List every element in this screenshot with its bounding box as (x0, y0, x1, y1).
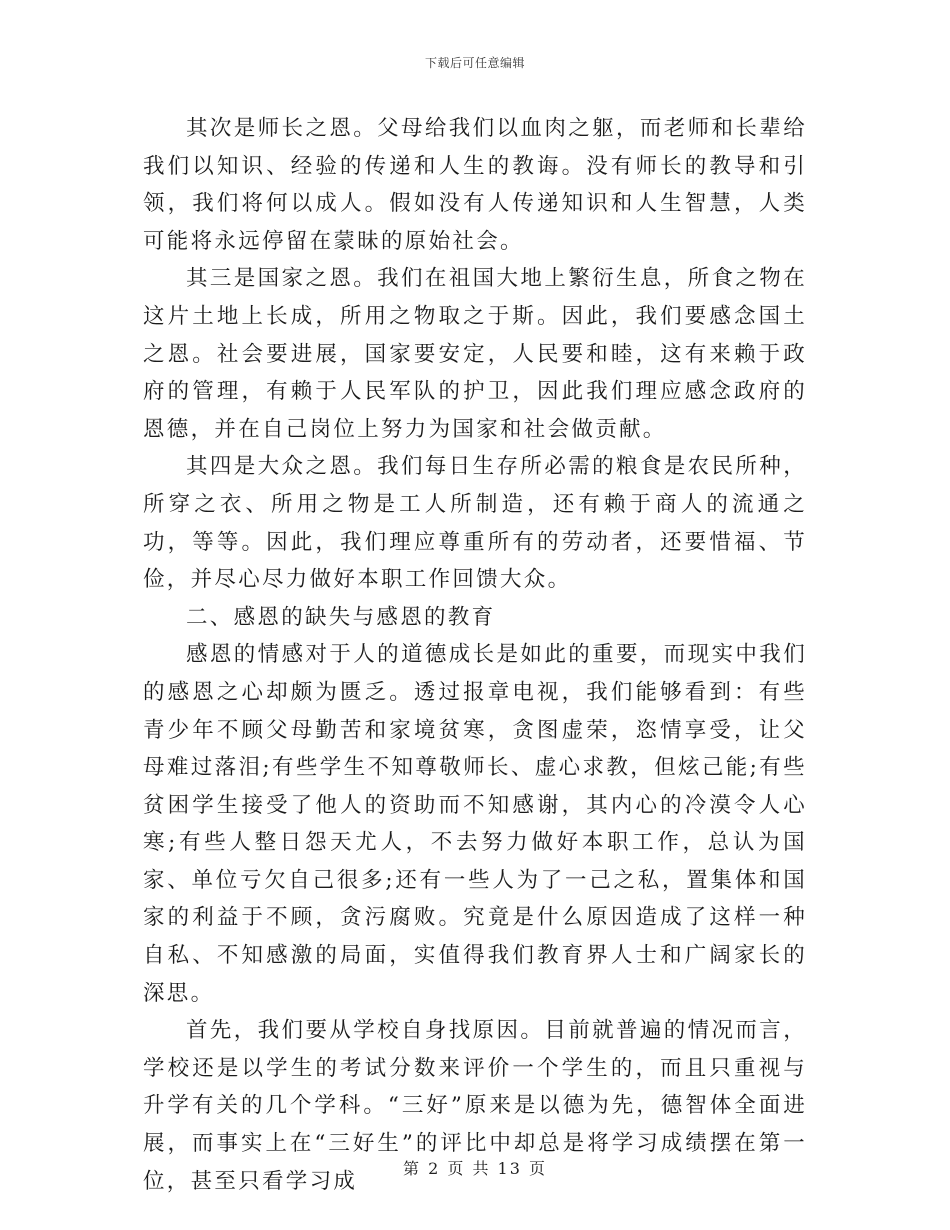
page-number: 第 2 页 共 13 页 (403, 1159, 547, 1178)
page-header-note: 下载后可任意编辑 (424, 56, 525, 70)
paragraph-teachers-grace: 其次是师长之恩。父母给我们以血肉之躯，而老师和长辈给我们以知识、经验的传递和人生的教诲。没有师长的教导和引领，我们将何以成人。假如没有人传递知识和人生智慧，人类可能将永远停留在蒙昧的原始社会。 (143, 116, 807, 254)
paragraph-lack-of-gratitude: 感恩的情感对于人的道德成长是如此的重要，而现实中我们的感恩之心却颇为匮乏。透过报章电视，我们能够看到：有些青少年不顾父母勤苦和家境贫寒，贪图虚荣，恣情享受，让父母难过落泪;有些学生不知尊敬师长、虚心求教，但炫己能;有些贫困学生接受了他人的资助而不知感谢，其内心的冷漠令人心寒;有些人整日怨天尤人，不去努力做好本职工作，总认为国家、单位亏欠自己很多;还有一些人为了一己之私，置集体和国家的利益于不顾，贪污腐败。究竟是什么原因造成了这样一种自私、不知感激的局面，实值得我们教育界人士和广阔家长的深思。 (143, 642, 807, 1006)
section-heading: 二、感恩的缺失与感恩的教育 (186, 604, 496, 630)
paragraph-country-grace: 其三是国家之恩。我们在祖国大地上繁衍生息，所食之物在这片土地上长成，所用之物取之于斯。因此，我们要感念国土之恩。社会要进展，国家要安定，人民要和睦，这有来赖于政府的管理，有赖于人民军队的护卫，因此我们理应感念政府的恩德，并在自己岗位上努力为国家和社会做贡献。 (143, 266, 807, 442)
paragraph-school-reasons: 首先，我们要从学校自身找原因。目前就普遍的情况而言，学校还是以学生的考试分数来评价一个学生的，而且只重视与升学有关的几个学科。“三好”原来是以德为先，德智体全面进展，而事实上在“三好生”的评比中却总是将学习成绩摆在第一位，甚至只看学习成 (143, 1018, 807, 1194)
paragraph-public-grace: 其四是大众之恩。我们每日生存所必需的粮食是农民所种，所穿之衣、所用之物是工人所制造，还有赖于商人的流通之功，等等。因此，我们理应尊重所有的劳动者，还要惜福、节俭，并尽心尽力做好本职工作回馈大众。 (143, 454, 807, 593)
document-body (143, 110, 807, 1200)
